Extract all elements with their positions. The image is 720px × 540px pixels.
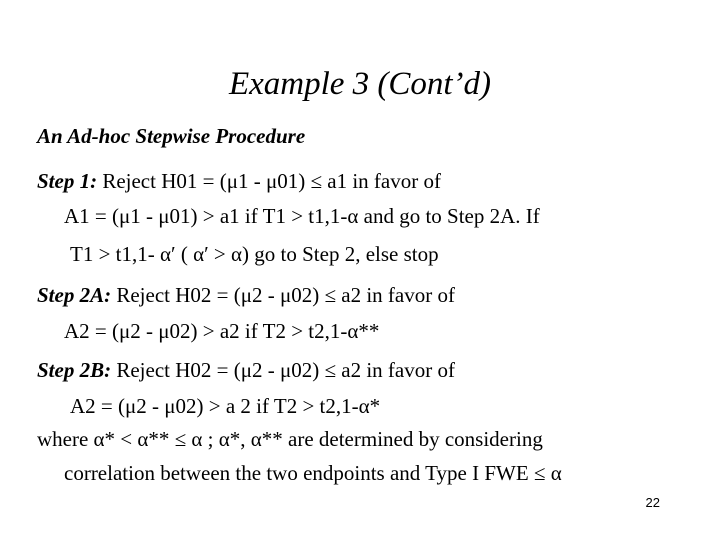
step-2a-label: Step 2A:: [37, 283, 112, 307]
step-2b-text: Reject H02 = (μ2 - μ02) ≤ a2 in favor of: [111, 358, 455, 382]
step-2b-continuation: A2 = (μ2 - μ02) > a 2 if T2 > t2,1-α*: [70, 394, 381, 418]
step-2a-line: [37, 282, 455, 308]
where-line: where α* < α** ≤ α ; α*, α** are determined by considering: [37, 427, 543, 451]
step-1-continuation-2: T1 > t1,1- α′ ( α′ > α) go to Step 2, else stop: [70, 242, 439, 266]
step-1-line: [37, 168, 441, 194]
slide-title: Example 3 (Cont’d): [228, 66, 492, 102]
step-1-label: Step 1:: [37, 169, 98, 193]
step-2a-text: Reject H02 = (μ2 - μ02) ≤ a2 in favor of: [111, 283, 455, 307]
step-1-continuation-1: A1 = (μ1 - μ01) > a1 if T1 > t1,1-α and go to Step 2A. If: [64, 204, 540, 228]
step-1-text: Reject H01 = (μ1 - μ01) ≤ a1 in favor of: [97, 169, 441, 193]
page-number: 22: [645, 495, 660, 510]
correlation-line: correlation between the two endpoints and Type I FWE ≤ α: [64, 461, 562, 485]
step-2b-label: Step 2B:: [37, 358, 112, 382]
procedure-heading: An Ad-hoc Stepwise Procedure: [37, 124, 306, 148]
step-2b-line: [37, 357, 455, 383]
step-2a-continuation: A2 = (μ2 - μ02) > a2 if T2 > t2,1-α**: [64, 319, 380, 343]
